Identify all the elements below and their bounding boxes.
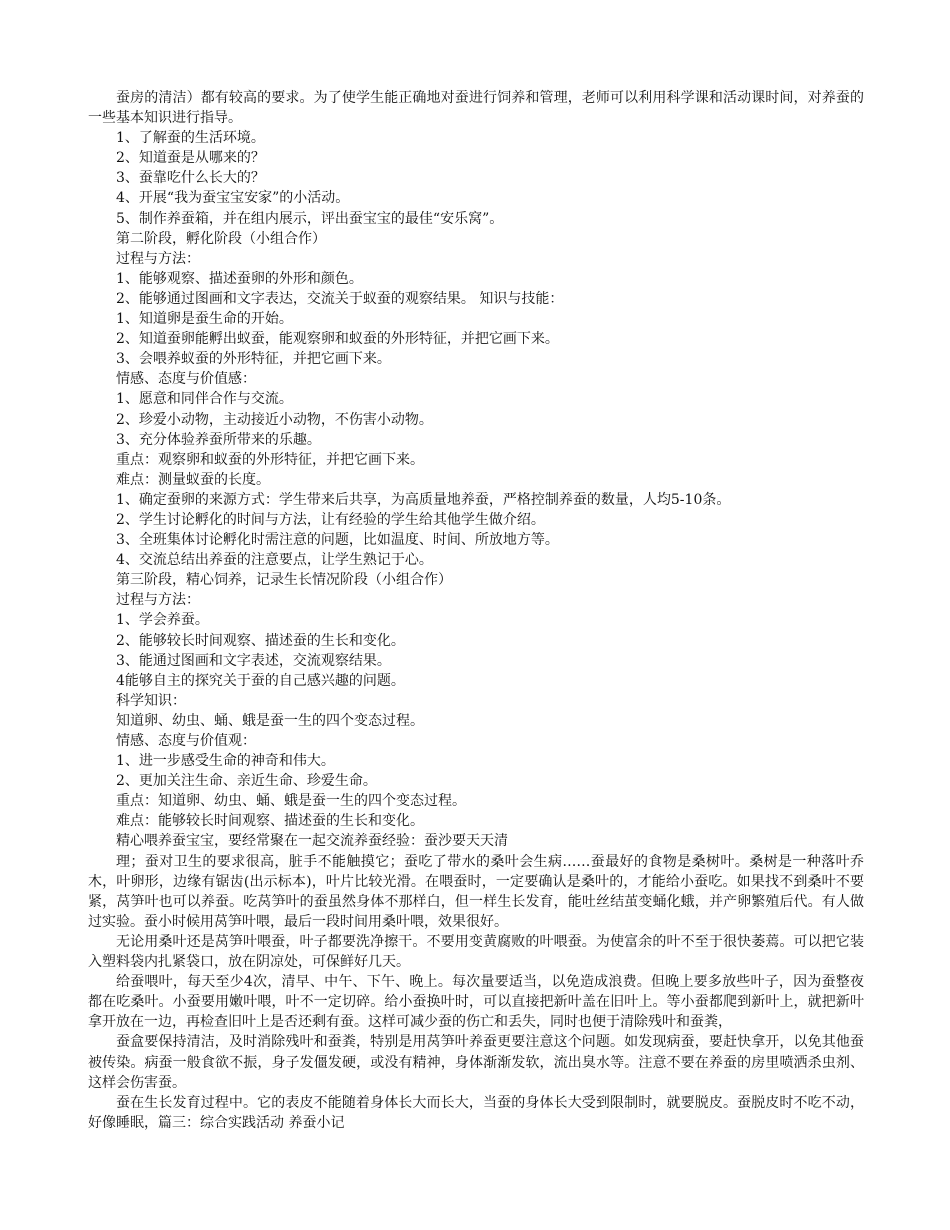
- list-item: 4能够自主的探究关于蚕的自己感兴趣的问题。: [116, 672, 405, 689]
- list-item: 1、知道卵是蚕生命的开始。: [116, 311, 293, 328]
- subheading: 过程与方法：: [116, 592, 200, 609]
- list-item: 1、能够观察、描述蚕卵的外形和颜色。: [116, 270, 363, 287]
- list-item: 4、交流总结出养蚕的注意要点，让学生熟记于心。: [116, 552, 433, 569]
- paragraph: 蚕在生长发育过程中。它的表皮不能随着身体长大而长大，当蚕的身体长大受到限制时，就要脱皮。蚕脱皮时不吃不动，好像睡眠，篇三：综合实践活动 养蚕小记: [88, 1094, 864, 1131]
- list-item: 2、学生讨论孵化的时间与方法，让有经验的学生给其他学生做介绍。: [116, 511, 545, 528]
- paragraph: 蚕盒要保持清洁，及时消除残叶和蚕粪，特别是用莴笋叶养蚕更要注意这个问题。如发现病蚕，要赶快拿开，以免其他蚕被传染。病蚕一般食欲不振，身子发僵发硬，或没有精神，身体渐渐发软，流出臭水等。注意不要在养蚕的房里喷洒杀虫剂、这样会伤害蚕。: [88, 1034, 864, 1091]
- list-item: 4、开展“我为蚕宝宝安家”的小活动。: [116, 190, 350, 207]
- document-body: [88, 88, 864, 1133]
- list-item: 2、知道蚕是从哪来的？: [116, 150, 265, 167]
- list-item: 2、更加关注生命、亲近生命、珍爱生命。: [116, 773, 377, 790]
- list-item: 3、蚕靠吃什么长大的？: [116, 170, 265, 187]
- list-item: 3、充分体验养蚕所带来的乐趣。: [116, 431, 321, 448]
- list-item: 3、会喂养蚁蚕的外形特征，并把它画下来。: [116, 351, 391, 368]
- subheading: 情感、态度与价值感：: [116, 371, 256, 388]
- list-item: 2、珍爱小动物，主动接近小动物，不伤害小动物。: [116, 411, 433, 428]
- section-heading: 第二阶段，孵化阶段（小组合作）: [116, 230, 326, 247]
- list-item: 2、能够通过图画和文字表达，交流关于蚁蚕的观察结果。 知识与技能：: [116, 290, 564, 307]
- list-item: 1、进一步感受生命的神奇和伟大。: [116, 753, 335, 770]
- key-point: 重点：知道卵、幼虫、蛹、蛾是蚕一生的四个变态过程。: [116, 793, 466, 810]
- list-item: 1、愿意和同伴合作与交流。: [116, 391, 293, 408]
- paragraph: 蚕房的清洁）都有较高的要求。为了使学生能正确地对蚕进行饲养和管理，老师可以利用科学课和活动课时间，对养蚕的一些基本知识进行指导。: [88, 90, 864, 127]
- paragraph: 知道卵、幼虫、蛹、蛾是蚕一生的四个变态过程。: [116, 712, 424, 729]
- section-heading: 第三阶段，精心饲养，记录生长情况阶段（小组合作）: [116, 572, 452, 589]
- list-item: 5、制作养蚕箱，并在组内展示，评出蚕宝宝的最佳“安乐窝”。: [116, 210, 504, 227]
- paragraph: 理；蚕对卫生的要求很高，脏手不能触摸它；蚕吃了带水的桑叶会生病……蚕最好的食物是桑树叶。桑树是一种落叶乔木，叶卵形，边缘有锯齿(出示标本)，叶片比较光滑。在喂蚕时，一定要确认是桑叶的，才能给小蚕吃。如果找不到桑叶不要紧，莴笋叶也可以养蚕。吃莴笋叶的蚕虽然身体不那样白，但一样生长发育，能吐丝结茧变蛹化蛾，并产卵繁殖后代。有人做过实验。蚕小时候用莴笋叶喂，最后一段时间用桑叶喂，效果很好。: [88, 853, 864, 930]
- list-item: 3、全班集体讨论孵化时需注意的问题，比如温度、时间、所放地方等。: [116, 532, 559, 549]
- paragraph: 无论用桑叶还是莴笋叶喂蚕，叶子都要洗净擦干。不要用变黄腐败的叶喂蚕。为使富余的叶不至于很快萎蔫。可以把它装入塑料袋内扎紧袋口，放在阴凉处，可保鲜好几天。: [88, 933, 864, 971]
- paragraph: 精心喂养蚕宝宝，要经常聚在一起交流养蚕经验：蚕沙要天天清: [116, 833, 508, 850]
- subheading: 情感、态度与价值观：: [116, 733, 256, 749]
- key-point: 重点：观察卵和蚁蚕的外形特征，并把它画下来。: [116, 451, 424, 468]
- list-item: 1、学会养蚕。: [116, 612, 209, 629]
- paragraph: 给蚕喂叶，每天至少4次，清早、中午、下午、晚上。每次量要适当，以免造成浪费。但晚上要多放些叶子，因为蚕整夜都在吃桑叶。小蚕要用嫩叶喂，叶不一定切碎。给小蚕换叶时，可以直接把新叶盖在旧叶上。等小蚕都爬到新叶上，就把新叶拿开放在一边，再检查旧叶上是否还剩有蚕。这样可减少蚕的伤亡和丢失，同时也便于清除残叶和蚕粪，: [88, 974, 864, 1031]
- list-item: 1、确定蚕卵的来源方式：学生带来后共享，为高质量地养蚕，严格控制养蚕的数量，人均5-10条。: [116, 491, 731, 508]
- difficulty-point: 难点：测量蚁蚕的长度。: [116, 471, 270, 488]
- list-item: 2、知道蚕卵能孵出蚁蚕，能观察卵和蚁蚕的外形特征，并把它画下来。: [116, 331, 559, 348]
- list-item: 1、了解蚕的生活环境。: [116, 130, 265, 147]
- subheading: 科学知识：: [116, 692, 186, 709]
- subheading: 过程与方法：: [116, 250, 200, 267]
- difficulty-point: 难点：能够较长时间观察、描述蚕的生长和变化。: [116, 813, 424, 830]
- list-item: 2、能够较长时间观察、描述蚕的生长和变化。: [116, 632, 405, 649]
- list-item: 3、能通过图画和文字表述，交流观察结果。: [116, 652, 391, 669]
